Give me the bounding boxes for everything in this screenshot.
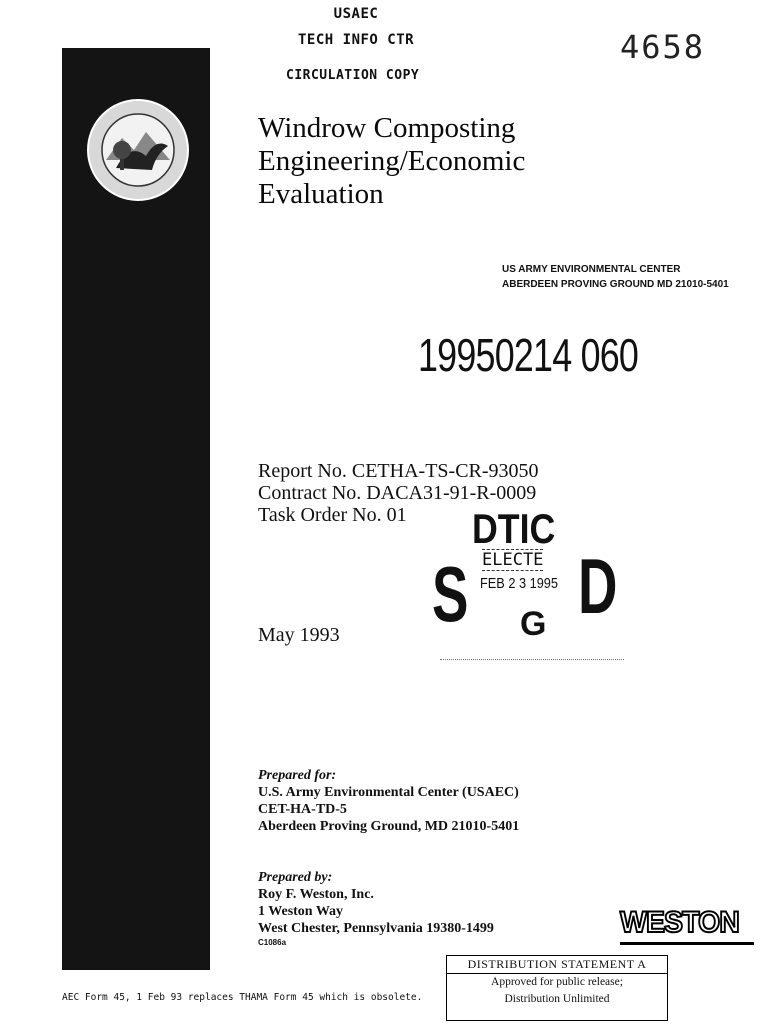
prepared-by-line-2: 1 Weston Way: [258, 904, 344, 919]
dtic-date: FEB 2 3 1995: [480, 575, 558, 592]
prepared-for-label: Prepared for:: [258, 768, 337, 783]
dtic-letter-g: G: [520, 605, 547, 643]
organization-stamp: [502, 262, 729, 292]
report-number: Report No. CETHA-TS-CR-93050: [258, 460, 539, 482]
prepared-by-line-3: West Chester, Pennsylvania 19380-1499: [258, 921, 494, 936]
accession-number: 19950214 060: [418, 329, 639, 381]
tech-info-stamp: [326, 6, 386, 22]
dtic-title: DTIC: [472, 505, 556, 552]
prepared-by-line-1: Roy F. Weston, Inc.: [258, 887, 374, 902]
stamp-tech-info: TECH INFO CTR: [298, 32, 415, 48]
prepared-by-block: [258, 869, 494, 949]
distribution-statement-heading: DISTRIBUTION STATEMENT A: [447, 956, 667, 974]
prepared-for-line-1: U.S. Army Environmental Center (USAEC): [258, 785, 519, 800]
dtic-stamp: [430, 505, 626, 665]
task-order: Task Order No. 01: [258, 504, 407, 526]
handwritten-number: 4658: [620, 28, 706, 66]
prepared-for-block: [258, 767, 519, 835]
org-line-2: ABERDEEN PROVING GROUND MD 21010-5401: [502, 279, 729, 290]
weston-logo-text: WESTON: [620, 906, 739, 939]
prepared-for-line-3: Aberdeen Proving Ground, MD 21010-5401: [258, 819, 520, 834]
prepared-for-line-2: CET-HA-TD-5: [258, 802, 347, 817]
distribution-line-1: Approved for public release;: [491, 976, 623, 988]
contract-number: Contract No. DACA31-91-R-0009: [258, 482, 537, 504]
org-line-1: US ARMY ENVIRONMENTAL CENTER: [502, 264, 681, 275]
dtic-electe: ELECTE: [482, 550, 544, 570]
title-line-3: Evaluation: [258, 178, 384, 210]
usaec-seal-icon: [86, 98, 190, 202]
stamp-circulation-copy: CIRCULATION COPY: [286, 68, 420, 83]
prepared-by-code: C1086a: [258, 938, 287, 947]
document-title: [258, 112, 638, 211]
stamp-usaec: USAEC: [333, 6, 379, 22]
distribution-line-2: Distribution Unlimited: [504, 993, 610, 1005]
distribution-statement-box: [446, 955, 668, 1021]
title-line-2: Engineering/Economic: [258, 145, 526, 177]
form-note: AEC Form 45, 1 Feb 93 replaces THAMA Form 45 which is obsolete.: [62, 992, 423, 1003]
weston-logo-underline: [620, 942, 754, 945]
stamp-border-dots: [440, 659, 624, 660]
dtic-letter-d: D: [578, 542, 618, 630]
weston-logo: [620, 906, 758, 950]
dtic-letter-s: S: [432, 550, 469, 638]
title-line-1: Windrow Composting: [258, 112, 516, 144]
publication-date: May 1993: [258, 624, 340, 646]
prepared-by-label: Prepared by:: [258, 870, 333, 885]
